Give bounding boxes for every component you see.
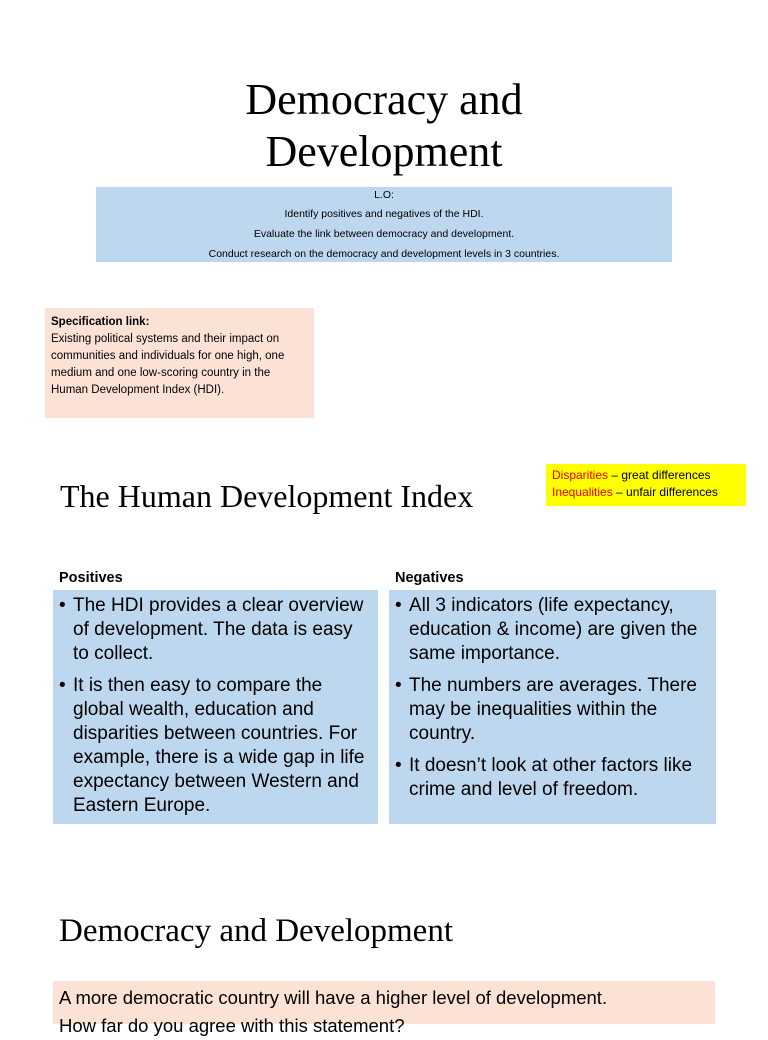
specification-link-box bbox=[45, 308, 314, 418]
definition-term: Disparities bbox=[552, 468, 609, 482]
list-item: • It doesn’t look at other factors like crime and level of freedom. bbox=[395, 754, 708, 802]
definition-term: Inequalities bbox=[552, 485, 613, 499]
page-title bbox=[0, 74, 768, 178]
definition-meaning: – great differences bbox=[608, 468, 711, 482]
positives-heading: Positives bbox=[59, 570, 123, 586]
definition-row bbox=[552, 467, 740, 484]
learning-objective-item: Identify positives and negatives of the HDI. bbox=[284, 208, 484, 220]
negatives-box bbox=[389, 590, 716, 824]
positives-list bbox=[59, 594, 370, 818]
definition-meaning: – unfair differences bbox=[612, 485, 718, 499]
learning-objective-item: Conduct research on the democracy and development levels in 3 countries. bbox=[208, 248, 560, 260]
list-item: • The numbers are averages. There may be inequalities within the country. bbox=[395, 674, 708, 746]
democracy-section-title: Democracy and Development bbox=[59, 913, 454, 949]
positives-box bbox=[53, 590, 378, 824]
list-item: • The HDI provides a clear overview of development. The data is easy to collect. bbox=[59, 594, 370, 666]
learning-objectives-heading: L.O: bbox=[374, 189, 394, 201]
specification-text: Existing political systems and their impact on communities and individuals for one high, one medium and one low-scoring country in the Human Development Index (HDI). bbox=[51, 333, 285, 396]
statement-text: A more democratic country will have a higher level of development. bbox=[59, 987, 608, 1008]
learning-objectives-box bbox=[96, 187, 672, 262]
learning-objective-item: Evaluate the link between democracy and development. bbox=[253, 228, 515, 240]
statement-question: How far do you agree with this statement? bbox=[59, 1015, 405, 1036]
definition-row bbox=[552, 484, 740, 501]
definitions-box bbox=[546, 464, 746, 506]
hdi-section-title: The Human Development Index bbox=[60, 478, 474, 514]
negatives-heading: Negatives bbox=[395, 570, 464, 586]
page-title-line-2: Development bbox=[265, 127, 503, 176]
list-item: • It is then easy to compare the global wealth, education and disparities between countries. For example, there is a wide gap in life expectancy between Western and Eastern Europe. bbox=[59, 674, 370, 818]
specification-heading: Specification link: bbox=[51, 316, 150, 328]
page-title-line-1: Democracy and bbox=[245, 75, 523, 124]
list-item: • All 3 indicators (life expectancy, education & income) are given the same importance. bbox=[395, 594, 708, 666]
negatives-list bbox=[395, 594, 708, 802]
statement-box bbox=[53, 981, 715, 1036]
